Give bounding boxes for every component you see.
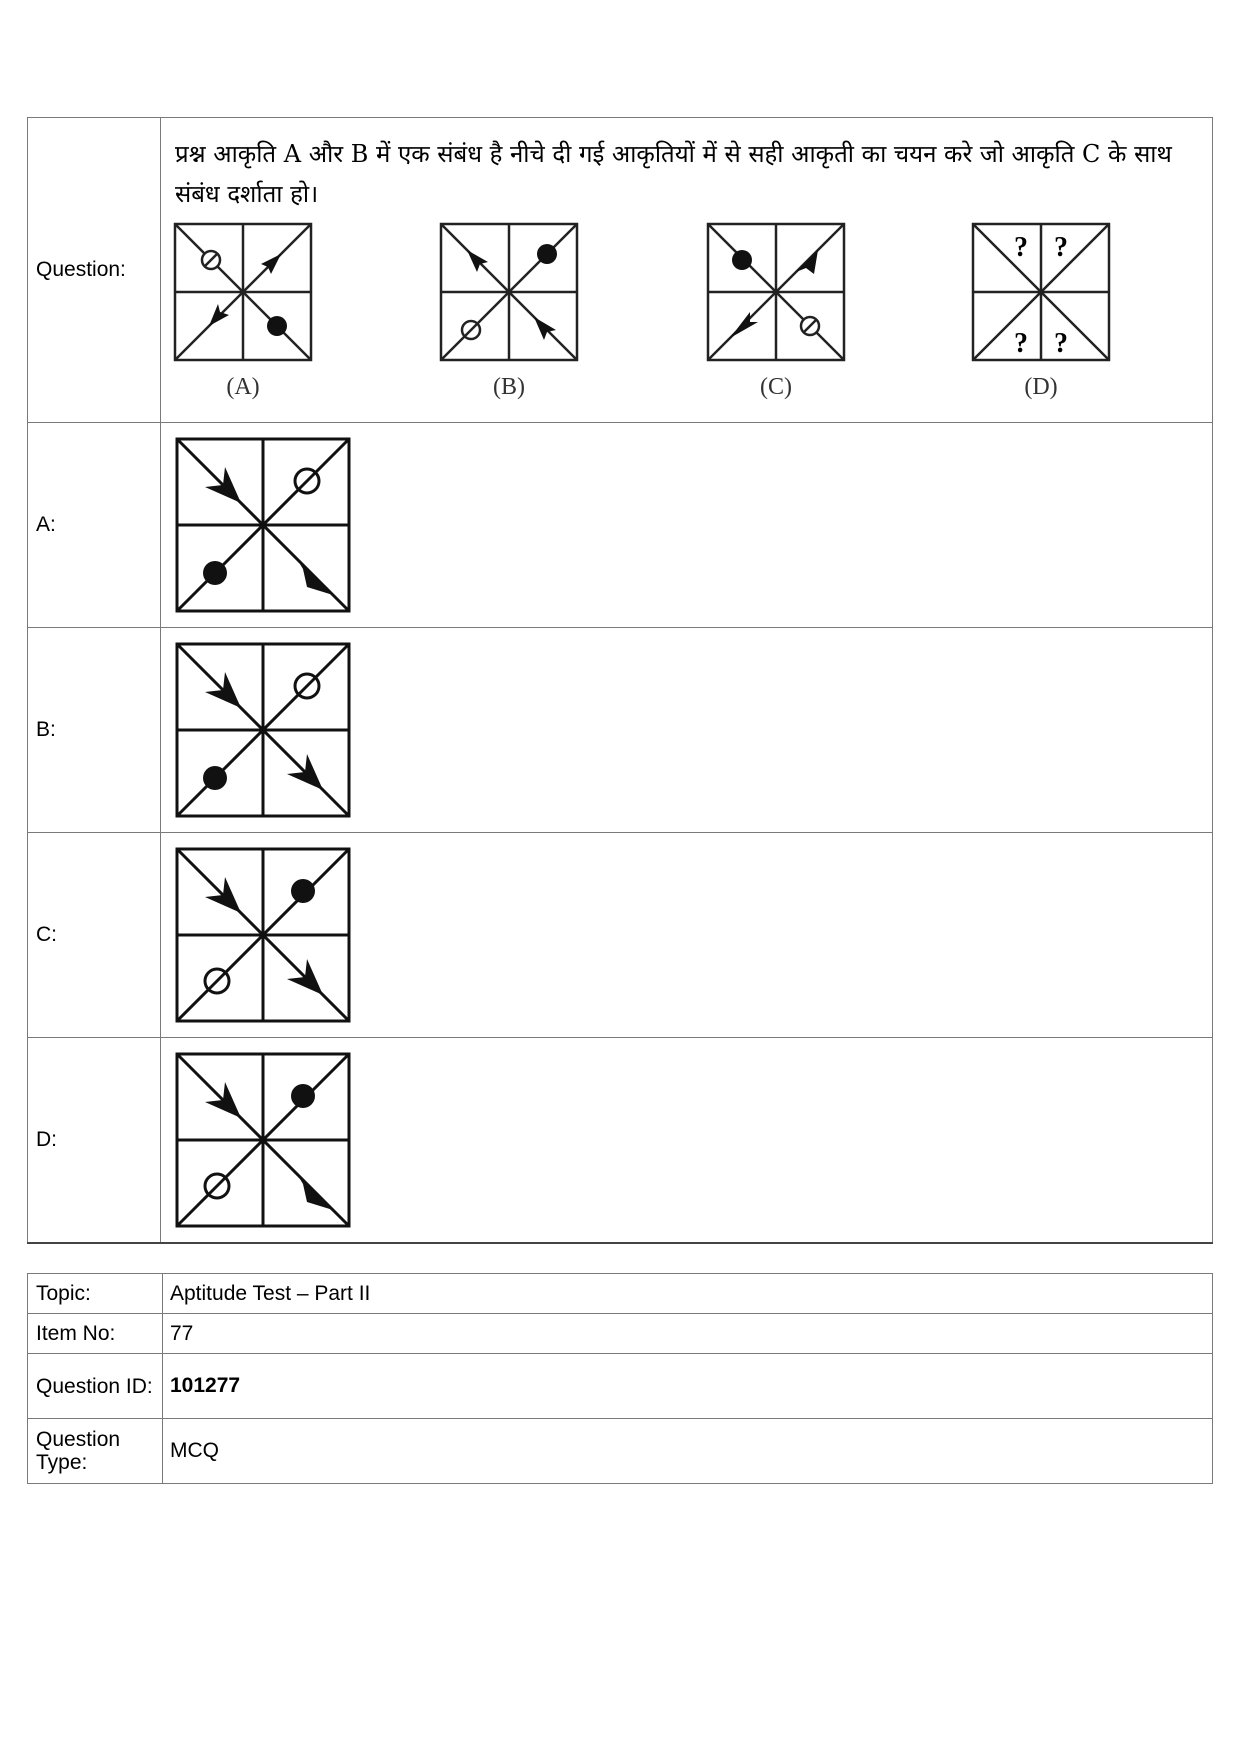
option-d-cell[interactable] <box>161 1038 1213 1244</box>
option-c-diagram <box>175 847 351 1023</box>
option-row-b <box>28 628 1213 833</box>
question-figures <box>161 214 1212 414</box>
figure-d-diagram <box>971 222 1111 362</box>
figure-c-diagram <box>706 222 846 362</box>
figure-a-caption: (A) <box>226 374 260 400</box>
figure-a-diagram <box>173 222 313 362</box>
option-c-cell[interactable] <box>161 833 1213 1038</box>
qtype-row <box>28 1419 1213 1484</box>
figure-d-caption: (D) <box>1024 374 1058 400</box>
figure-a <box>173 222 313 401</box>
qid-value: 101277 <box>163 1354 1213 1419</box>
question-label: Question: <box>28 118 161 423</box>
qmark-4: ? <box>1054 328 1068 359</box>
qid-row <box>28 1354 1213 1419</box>
item-label: Item No: <box>28 1314 163 1354</box>
option-b-diagram <box>175 642 351 818</box>
option-c-label: C: <box>28 833 161 1038</box>
qmark-2: ? <box>1054 232 1068 263</box>
figure-b <box>439 222 579 401</box>
option-row-c <box>28 833 1213 1038</box>
figure-d <box>971 222 1111 401</box>
qmark-1: ? <box>1014 232 1028 263</box>
qtype-label: Question Type: <box>28 1419 163 1484</box>
question-table <box>27 117 1213 1244</box>
topic-label: Topic: <box>28 1274 163 1314</box>
figure-b-diagram <box>439 222 579 362</box>
topic-value: Aptitude Test – Part II <box>163 1274 1213 1314</box>
figure-b-caption: (B) <box>493 374 525 400</box>
figure-c <box>706 222 846 401</box>
question-cell <box>161 118 1213 423</box>
option-a-cell[interactable] <box>161 423 1213 628</box>
option-b-cell[interactable] <box>161 628 1213 833</box>
option-row-a <box>28 423 1213 628</box>
item-value: 77 <box>163 1314 1213 1354</box>
option-row-d <box>28 1038 1213 1244</box>
question-row <box>28 118 1213 423</box>
option-d-diagram <box>175 1052 351 1228</box>
option-a-label: A: <box>28 423 161 628</box>
topic-row <box>28 1274 1213 1314</box>
option-a-diagram <box>175 437 351 613</box>
item-row <box>28 1314 1213 1354</box>
qtype-value: MCQ <box>163 1419 1213 1484</box>
option-b-label: B: <box>28 628 161 833</box>
qmark-3: ? <box>1014 328 1028 359</box>
question-text: प्रश्न आकृति A और B में एक संबंध है नीचे दी गई आकृतियों में से सही आकृती का चयन करे जो आकृति C के साथ संबंध दर्शाता हो। <box>175 140 1172 208</box>
option-d-label: D: <box>28 1038 161 1244</box>
qid-label: Question ID: <box>28 1354 163 1419</box>
metadata-table <box>27 1273 1213 1484</box>
figure-c-caption: (C) <box>760 374 792 400</box>
